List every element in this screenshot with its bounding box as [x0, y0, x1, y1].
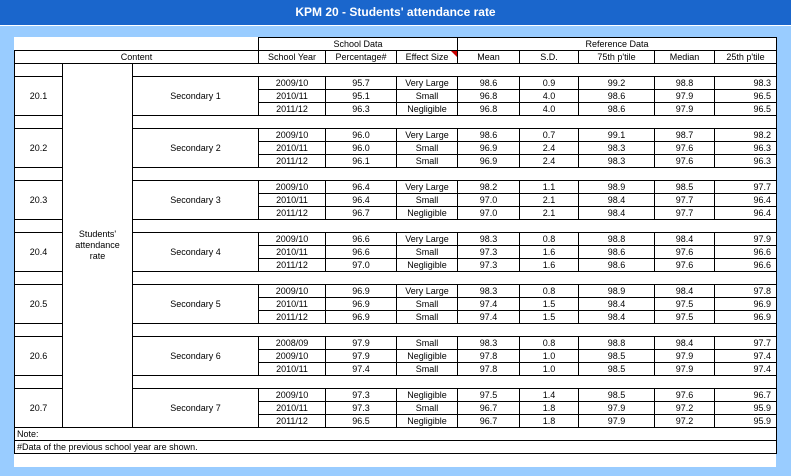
p75-cell: 98.9: [579, 285, 655, 298]
gap-cell: [133, 220, 777, 233]
gap-cell: [15, 220, 63, 233]
percentage-cell: 96.9: [326, 285, 397, 298]
school-year-cell: 2011/12: [259, 103, 326, 116]
p75-cell: 98.4: [579, 298, 655, 311]
percentage-cell: 96.7: [326, 207, 397, 220]
effect-size-cell: Negligible: [397, 103, 458, 116]
median-cell: 98.8: [655, 77, 715, 90]
header-row-top: [15, 38, 777, 51]
p25-header: 25th p'tile: [715, 51, 777, 64]
median-cell: 97.6: [655, 142, 715, 155]
median-cell: 97.6: [655, 155, 715, 168]
gap-cell: [133, 168, 777, 181]
p75-cell: 98.4: [579, 311, 655, 324]
p75-cell: 98.6: [579, 103, 655, 116]
p25-cell: 96.9: [715, 311, 777, 324]
effect-size-cell: Small: [397, 142, 458, 155]
p75-cell: 98.4: [579, 207, 655, 220]
p75-cell: 99.1: [579, 129, 655, 142]
school-year-cell: 2009/10: [259, 285, 326, 298]
sd-cell: 1.6: [520, 259, 579, 272]
gap-cell: [15, 168, 63, 181]
p25-cell: 97.4: [715, 350, 777, 363]
p75-cell: 98.3: [579, 142, 655, 155]
p75-cell: 98.4: [579, 194, 655, 207]
note-row: [15, 428, 777, 441]
school-year-cell: 2010/11: [259, 363, 326, 376]
percentage-cell: 97.3: [326, 389, 397, 402]
mean-cell: 98.3: [458, 285, 520, 298]
percentage-cell: 96.1: [326, 155, 397, 168]
effect-size-cell: Negligible: [397, 350, 458, 363]
median-cell: 98.4: [655, 285, 715, 298]
p25-cell: 96.5: [715, 90, 777, 103]
median-cell: 97.6: [655, 246, 715, 259]
p25-cell: 97.4: [715, 363, 777, 376]
effect-size-cell: Small: [397, 337, 458, 350]
school-year-cell: 2008/09: [259, 337, 326, 350]
median-header: Median: [655, 51, 715, 64]
effect-size-cell: Very Large: [397, 129, 458, 142]
percentage-cell: 96.3: [326, 103, 397, 116]
p75-cell: 98.9: [579, 181, 655, 194]
sd-cell: 1.6: [520, 246, 579, 259]
p75-cell: 98.5: [579, 350, 655, 363]
gap-cell: [133, 324, 777, 337]
level-label: Secondary 5: [133, 285, 259, 324]
sd-cell: 0.8: [520, 285, 579, 298]
gap-cell: [15, 64, 63, 77]
percentage-cell: 96.4: [326, 194, 397, 207]
sd-cell: 4.0: [520, 103, 579, 116]
p25-cell: 98.3: [715, 77, 777, 90]
median-cell: 97.7: [655, 194, 715, 207]
sd-cell: 1.0: [520, 363, 579, 376]
sd-cell: 1.5: [520, 311, 579, 324]
reference-data-header: Reference Data: [458, 38, 777, 51]
p75-cell: 98.5: [579, 363, 655, 376]
mean-cell: 97.4: [458, 311, 520, 324]
level-label: Secondary 2: [133, 129, 259, 168]
p75-header: 75th p'tile: [579, 51, 655, 64]
p25-cell: 97.8: [715, 285, 777, 298]
school-year-cell: 2011/12: [259, 155, 326, 168]
school-year-cell: 2010/11: [259, 298, 326, 311]
median-cell: 97.2: [655, 402, 715, 415]
school-year-cell: 2011/12: [259, 259, 326, 272]
median-cell: 97.9: [655, 90, 715, 103]
mean-cell: 96.8: [458, 90, 520, 103]
percentage-cell: 97.9: [326, 350, 397, 363]
sd-cell: 0.8: [520, 233, 579, 246]
p25-cell: 97.7: [715, 337, 777, 350]
mean-cell: 97.3: [458, 259, 520, 272]
percentage-cell: 96.0: [326, 129, 397, 142]
p25-cell: 95.9: [715, 402, 777, 415]
mean-cell: 96.9: [458, 155, 520, 168]
sd-cell: 2.1: [520, 194, 579, 207]
p75-cell: 98.8: [579, 233, 655, 246]
note-label: Note:: [15, 428, 777, 441]
sd-cell: 1.4: [520, 389, 579, 402]
indicator-label: rate: [89, 251, 106, 261]
median-cell: 97.9: [655, 363, 715, 376]
mean-cell: 98.2: [458, 181, 520, 194]
mean-cell: 96.8: [458, 103, 520, 116]
sd-header: S.D.: [520, 51, 579, 64]
p75-cell: 98.6: [579, 259, 655, 272]
effect-size-cell: Small: [397, 90, 458, 103]
sd-cell: 1.0: [520, 350, 579, 363]
percentage-cell: 96.9: [326, 311, 397, 324]
effect-size-label: Effect Size: [405, 51, 449, 62]
school-year-cell: 2009/10: [259, 389, 326, 402]
effect-size-cell: Small: [397, 363, 458, 376]
median-cell: 97.5: [655, 298, 715, 311]
mean-cell: 98.6: [458, 129, 520, 142]
sd-cell: 0.9: [520, 77, 579, 90]
median-cell: 97.2: [655, 415, 715, 428]
mean-cell: 98.3: [458, 233, 520, 246]
school-year-cell: 2010/11: [259, 142, 326, 155]
p25-cell: 96.7: [715, 389, 777, 402]
p75-cell: 98.5: [579, 389, 655, 402]
p25-cell: 96.3: [715, 142, 777, 155]
effect-size-header[interactable]: [397, 51, 458, 64]
mean-cell: 96.7: [458, 415, 520, 428]
indicator-label: Students': [78, 229, 117, 239]
median-cell: 98.5: [655, 181, 715, 194]
percentage-cell: 97.3: [326, 402, 397, 415]
p25-cell: 96.6: [715, 246, 777, 259]
mean-cell: 98.3: [458, 337, 520, 350]
school-year-cell: 2009/10: [259, 77, 326, 90]
level-label: Secondary 3: [133, 181, 259, 220]
school-year-cell: 2011/12: [259, 415, 326, 428]
mean-cell: 96.7: [458, 402, 520, 415]
p25-cell: 96.6: [715, 259, 777, 272]
gap-cell: [15, 272, 63, 285]
mean-cell: 97.8: [458, 363, 520, 376]
percentage-header: Percentage#: [326, 51, 397, 64]
effect-size-cell: Small: [397, 402, 458, 415]
median-cell: 98.4: [655, 233, 715, 246]
mean-cell: 97.5: [458, 389, 520, 402]
percentage-cell: 96.6: [326, 246, 397, 259]
sd-cell: 0.8: [520, 337, 579, 350]
school-data-header: School Data: [259, 38, 458, 51]
sd-cell: 1.8: [520, 415, 579, 428]
p75-cell: 98.3: [579, 155, 655, 168]
note-row: [15, 441, 777, 454]
gap-row: [15, 64, 777, 77]
p75-cell: 97.9: [579, 415, 655, 428]
sd-cell: 1.1: [520, 181, 579, 194]
p25-cell: 97.7: [715, 181, 777, 194]
kpm-code: 20.6: [15, 337, 63, 376]
gap-cell: [133, 64, 777, 77]
gap-cell: [15, 376, 63, 389]
kpm-code: 20.3: [15, 181, 63, 220]
percentage-cell: 97.9: [326, 337, 397, 350]
median-cell: 97.9: [655, 103, 715, 116]
header-row: [15, 51, 777, 64]
effect-size-cell: Small: [397, 311, 458, 324]
school-year-cell: 2011/12: [259, 207, 326, 220]
percentage-cell: 96.0: [326, 142, 397, 155]
percentage-cell: 97.4: [326, 363, 397, 376]
school-year-cell: 2010/11: [259, 402, 326, 415]
median-cell: 98.7: [655, 129, 715, 142]
gap-cell: [133, 116, 777, 129]
effect-size-cell: Small: [397, 246, 458, 259]
kpm-code: 20.1: [15, 77, 63, 116]
kpm-code: 20.5: [15, 285, 63, 324]
p75-cell: 99.2: [579, 77, 655, 90]
content-header: Content: [15, 51, 259, 64]
effect-size-cell: Very Large: [397, 285, 458, 298]
level-label: Secondary 4: [133, 233, 259, 272]
sd-cell: 1.8: [520, 402, 579, 415]
mean-cell: 97.4: [458, 298, 520, 311]
effect-size-cell: Small: [397, 298, 458, 311]
mean-cell: 97.0: [458, 194, 520, 207]
mean-cell: 97.8: [458, 350, 520, 363]
p75-cell: 97.9: [579, 402, 655, 415]
p75-cell: 98.6: [579, 90, 655, 103]
report-title: KPM 20 - Students' attendance rate: [0, 0, 791, 26]
school-year-cell: 2009/10: [259, 350, 326, 363]
percentage-cell: 95.7: [326, 77, 397, 90]
sd-cell: 1.5: [520, 298, 579, 311]
kpm-code: 20.2: [15, 129, 63, 168]
p25-cell: 96.4: [715, 207, 777, 220]
school-year-cell: 2009/10: [259, 233, 326, 246]
percentage-cell: 95.1: [326, 90, 397, 103]
effect-size-cell: Small: [397, 155, 458, 168]
effect-size-cell: Small: [397, 194, 458, 207]
indicator-cell: [63, 64, 133, 428]
percentage-cell: 97.0: [326, 259, 397, 272]
sd-cell: 2.1: [520, 207, 579, 220]
school-year-cell: 2010/11: [259, 246, 326, 259]
level-label: Secondary 7: [133, 389, 259, 428]
gap-cell: [15, 324, 63, 337]
p25-cell: 95.9: [715, 415, 777, 428]
kpm-sheet: [14, 37, 776, 467]
sd-cell: 4.0: [520, 90, 579, 103]
note-text: #Data of the previous school year are shown.: [15, 441, 777, 454]
mean-cell: 97.0: [458, 207, 520, 220]
sd-cell: 0.7: [520, 129, 579, 142]
mean-cell: 96.9: [458, 142, 520, 155]
p25-cell: 97.9: [715, 233, 777, 246]
percentage-cell: 96.4: [326, 181, 397, 194]
p25-cell: 96.4: [715, 194, 777, 207]
effect-size-cell: Very Large: [397, 77, 458, 90]
median-cell: 98.4: [655, 337, 715, 350]
sd-cell: 2.4: [520, 142, 579, 155]
effect-size-cell: Negligible: [397, 259, 458, 272]
sd-cell: 2.4: [520, 155, 579, 168]
effect-size-cell: Negligible: [397, 207, 458, 220]
percentage-cell: 96.5: [326, 415, 397, 428]
kpm-code: 20.7: [15, 389, 63, 428]
school-year-cell: 2010/11: [259, 194, 326, 207]
gap-cell: [133, 272, 777, 285]
level-label: Secondary 1: [133, 77, 259, 116]
mean-header: Mean: [458, 51, 520, 64]
mean-cell: 97.3: [458, 246, 520, 259]
school-year-cell: 2011/12: [259, 311, 326, 324]
percentage-cell: 96.9: [326, 298, 397, 311]
school-year-cell: 2009/10: [259, 129, 326, 142]
median-cell: 97.5: [655, 311, 715, 324]
median-cell: 97.6: [655, 389, 715, 402]
median-cell: 97.9: [655, 350, 715, 363]
p25-cell: 96.5: [715, 103, 777, 116]
effect-size-cell: Negligible: [397, 415, 458, 428]
indicator-label: attendance: [75, 240, 120, 250]
comment-marker-icon[interactable]: [451, 51, 457, 57]
median-cell: 97.6: [655, 259, 715, 272]
effect-size-cell: Very Large: [397, 233, 458, 246]
kpm-code: 20.4: [15, 233, 63, 272]
school-year-cell: 2010/11: [259, 90, 326, 103]
p25-cell: 96.9: [715, 298, 777, 311]
p75-cell: 98.8: [579, 337, 655, 350]
median-cell: 97.7: [655, 207, 715, 220]
school-year-header: School Year: [259, 51, 326, 64]
p25-cell: 98.2: [715, 129, 777, 142]
gap-cell: [15, 116, 63, 129]
school-year-cell: 2009/10: [259, 181, 326, 194]
gap-cell: [133, 376, 777, 389]
attendance-table: [14, 37, 777, 454]
p25-cell: 96.3: [715, 155, 777, 168]
level-label: Secondary 6: [133, 337, 259, 376]
p75-cell: 98.6: [579, 246, 655, 259]
percentage-cell: 96.6: [326, 233, 397, 246]
effect-size-cell: Very Large: [397, 181, 458, 194]
mean-cell: 98.6: [458, 77, 520, 90]
effect-size-cell: Negligible: [397, 389, 458, 402]
